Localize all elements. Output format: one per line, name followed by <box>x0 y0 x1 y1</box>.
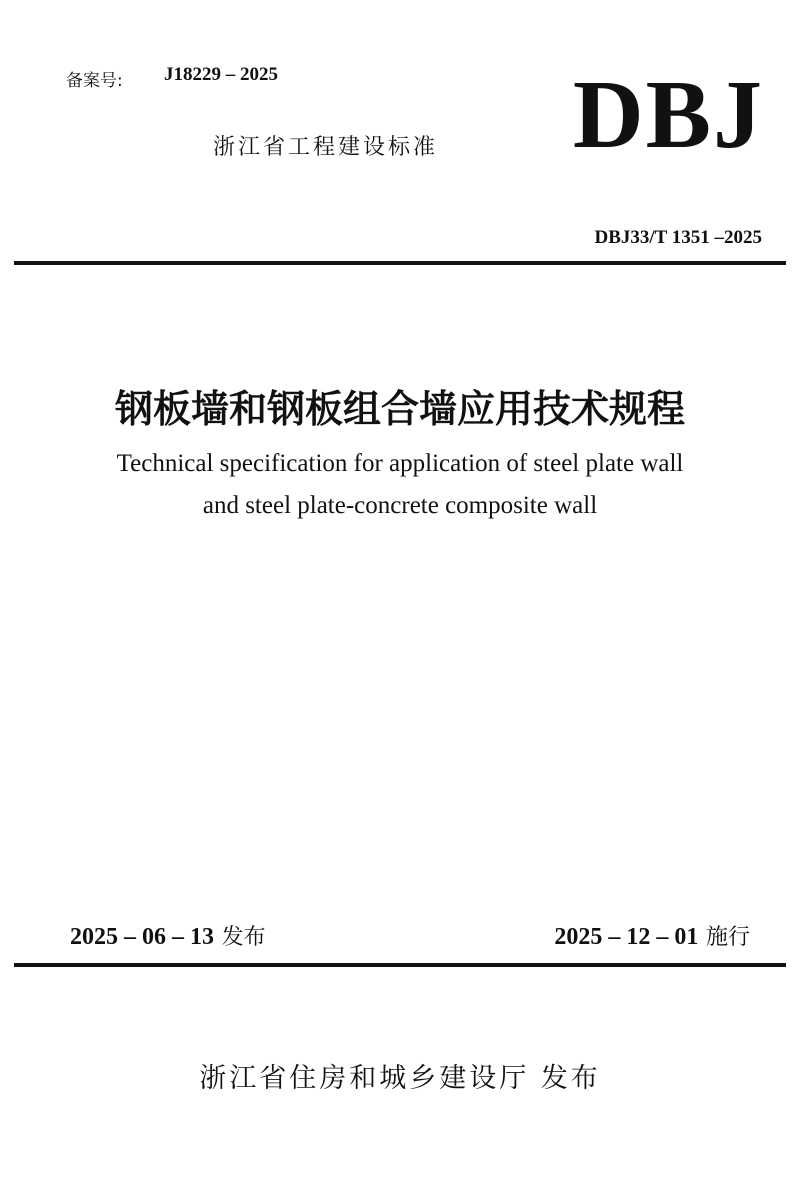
publisher: 浙江省住房和城乡建设厅 发布 <box>199 1063 601 1094</box>
effective-date-block <box>554 920 750 951</box>
issue-label: 发布 <box>221 925 266 950</box>
document-title-english-line-1: Technical specification for application of steel plate wall <box>116 450 684 477</box>
standard-type: 浙江省工程建设标准 <box>213 135 439 160</box>
bottom-rule-divider <box>14 963 786 967</box>
standard-code: DBJ33/T 1351 –2025 <box>594 227 762 248</box>
record-number: J18229 – 2025 <box>164 64 278 85</box>
dbj-logo: DBJ <box>572 61 764 169</box>
record-label: 备案号: <box>66 71 123 91</box>
issue-date-block <box>70 920 266 951</box>
effective-label: 施行 <box>705 925 750 950</box>
document-title-english-line-2: and steel plate-concrete composite wall <box>202 492 598 519</box>
document-title-chinese: 钢板墙和钢板组合墙应用技术规程 <box>114 386 685 431</box>
top-rule-divider <box>14 261 786 265</box>
issue-date: 2025 – 06 – 13 <box>70 924 214 950</box>
effective-date: 2025 – 12 – 01 <box>554 924 699 950</box>
